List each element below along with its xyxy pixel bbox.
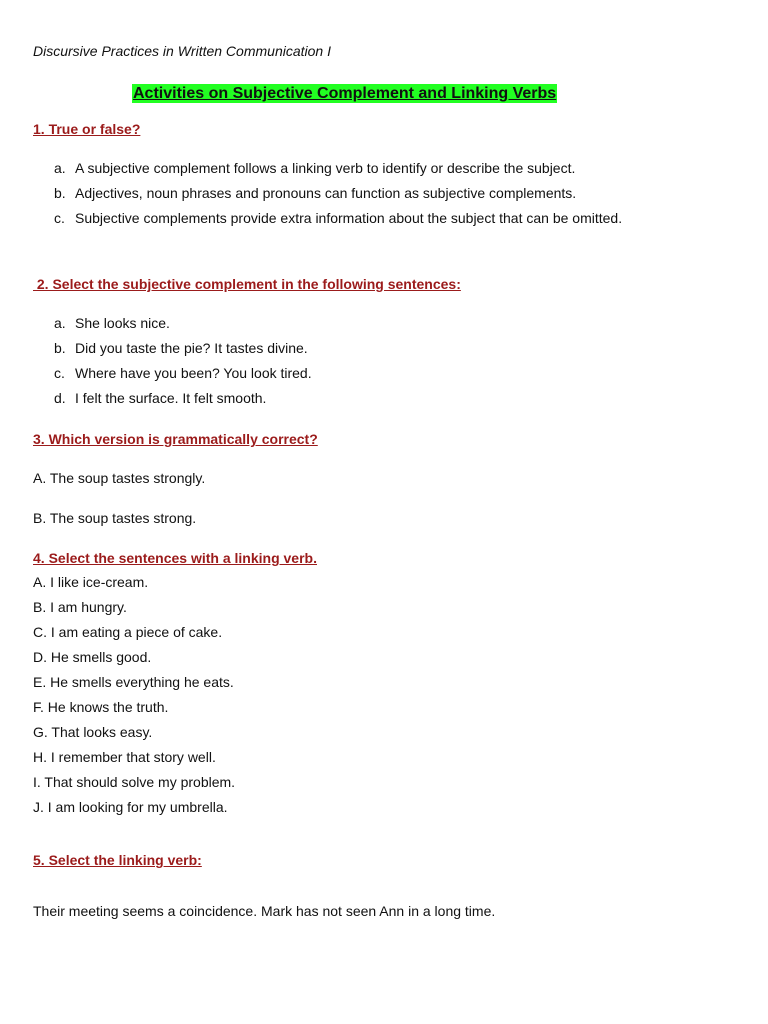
section-2-heading: 2. Select the subjective complement in the following sentences:	[33, 276, 461, 292]
list-item: c. Where have you been? You look tired.	[54, 365, 312, 381]
option-a: A. The soup tastes strongly.	[33, 470, 206, 486]
option-b: B. The soup tastes strong.	[33, 510, 197, 526]
list-item: b. Adjectives, noun phrases and pronouns can function as subjective complements.	[54, 185, 577, 201]
list-item: b. Did you taste the pie? It tastes divine.	[54, 340, 308, 356]
list-item: C. I am eating a piece of cake.	[33, 624, 223, 640]
section-1-heading: 1. True or false?	[33, 121, 141, 137]
list-item: a. A subjective complement follows a linking verb to identify or describe the subject.	[54, 160, 576, 176]
section-5-text: Their meeting seems a coincidence. Mark has not seen Ann in a long time.	[33, 903, 496, 919]
section-1-list	[54, 156, 622, 231]
section-4-list	[33, 570, 235, 820]
list-item: A. I like ice-cream.	[33, 574, 149, 590]
list-item: I. That should solve my problem.	[33, 774, 236, 790]
list-item: B. I am hungry.	[33, 599, 127, 615]
list-item: H. I remember that story well.	[33, 749, 216, 765]
section-5-heading: 5. Select the linking verb:	[33, 852, 202, 868]
list-item: G. That looks easy.	[33, 724, 153, 740]
list-item: a. She looks nice.	[54, 315, 170, 331]
list-item: E. He smells everything he eats.	[33, 674, 234, 690]
list-item: F. He knows the truth.	[33, 699, 169, 715]
page-title: Activities on Subjective Complement and Linking Verbs	[133, 85, 557, 102]
section-4-heading: 4. Select the sentences with a linking verb.	[33, 550, 317, 566]
section-2-list	[54, 311, 312, 411]
list-item: D. He smells good.	[33, 649, 152, 665]
course-title: Discursive Practices in Written Communication I	[33, 43, 331, 59]
section-3-heading: 3. Which version is grammatically correct?	[33, 431, 318, 447]
list-item: d. I felt the surface. It felt smooth.	[54, 390, 267, 406]
list-item: J. I am looking for my umbrella.	[33, 799, 228, 815]
list-item: c. Subjective complements provide extra information about the subject that can be omitted.	[54, 210, 623, 226]
